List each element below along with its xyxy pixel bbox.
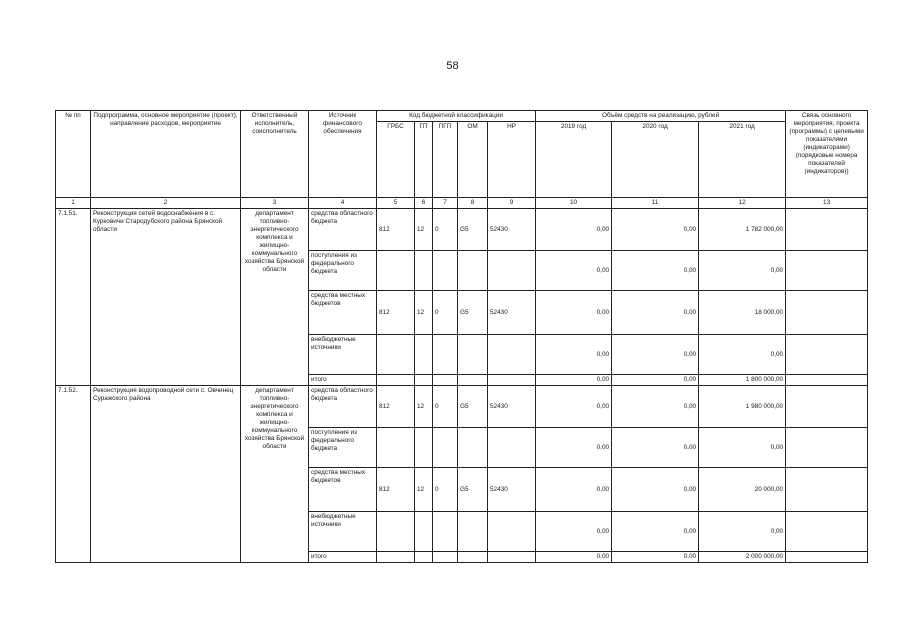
header-code-pgp: ПГП (433, 122, 458, 198)
amount-2021: 0,00 (699, 512, 786, 552)
activity-name: Реконструкция сетей водоснабжения в с. Курковичи Стародубского района Брянской области (91, 209, 241, 386)
header-year-2020: 2020 год (612, 122, 699, 198)
code-grbs (377, 512, 415, 552)
code-gp (415, 251, 433, 291)
responsible-executor: департамент топливно-энергетического комплекса и жилищно-коммунального хозяйства Брянской области (241, 209, 309, 386)
code-nr: 52430 (488, 291, 536, 335)
funding-source: поступления из федерального бюджета (309, 428, 377, 468)
code-grbs: 812 (377, 468, 415, 512)
header-code-grbs: ГРБС (377, 122, 415, 198)
column-number: 4 (309, 198, 377, 209)
code-nr (488, 512, 536, 552)
code-om (458, 428, 488, 468)
total-2021: 1 800 000,00 (699, 375, 786, 386)
table-row (56, 209, 868, 251)
code-grbs (377, 552, 415, 563)
amount-2019: 0,00 (536, 209, 612, 251)
code-pgp (433, 335, 458, 375)
column-number: 10 (536, 198, 612, 209)
code-pgp: 0 (433, 386, 458, 428)
amount-2020: 0,00 (612, 512, 699, 552)
indicator-link (786, 251, 868, 291)
amount-2020: 0,00 (612, 428, 699, 468)
code-nr (488, 251, 536, 291)
budget-table (55, 110, 868, 563)
funding-source: средства местных бюджетов (309, 468, 377, 512)
header-link: Связь основного мероприятия, проекта (программы) с целевыми показателями (индикаторами) (порядковые номера показателей (индикаторов)) (786, 111, 868, 198)
indicator-link (786, 375, 868, 386)
amount-2019: 0,00 (536, 386, 612, 428)
column-number: 9 (488, 198, 536, 209)
total-2019: 0,00 (536, 375, 612, 386)
code-om (458, 375, 488, 386)
indicator-link (786, 386, 868, 428)
funding-source: средства местных бюджетов (309, 291, 377, 335)
amount-2019: 0,00 (536, 291, 612, 335)
code-grbs: 812 (377, 291, 415, 335)
code-gp: 12 (415, 386, 433, 428)
column-number: 5 (377, 198, 415, 209)
code-om: G5 (458, 386, 488, 428)
code-pgp (433, 552, 458, 563)
code-gp (415, 375, 433, 386)
amount-2019: 0,00 (536, 468, 612, 512)
amount-2020: 0,00 (612, 209, 699, 251)
column-number: 8 (458, 198, 488, 209)
indicator-link (786, 552, 868, 563)
amount-2020: 0,00 (612, 468, 699, 512)
amount-2020: 0,00 (612, 251, 699, 291)
code-nr (488, 335, 536, 375)
indicator-link (786, 291, 868, 335)
total-2021: 2 000 000,00 (699, 552, 786, 563)
amount-2021: 20 000,00 (699, 468, 786, 512)
code-pgp: 0 (433, 209, 458, 251)
header-subprogram: Подпрограмма, основное мероприятие (проект), направление расходов, мероприятие (91, 111, 241, 198)
amount-2020: 0,00 (612, 386, 699, 428)
funding-source: поступления из федерального бюджета (309, 251, 377, 291)
code-nr: 52430 (488, 386, 536, 428)
row-number: 7.1.52. (56, 386, 91, 563)
code-pgp: 0 (433, 291, 458, 335)
code-grbs: 812 (377, 209, 415, 251)
total-2020: 0,00 (612, 552, 699, 563)
column-number: 3 (241, 198, 309, 209)
amount-2021: 1 980 000,00 (699, 386, 786, 428)
code-grbs (377, 375, 415, 386)
code-om (458, 335, 488, 375)
amount-2019: 0,00 (536, 335, 612, 375)
code-om (458, 512, 488, 552)
total-2020: 0,00 (612, 375, 699, 386)
code-pgp (433, 251, 458, 291)
code-pgp (433, 428, 458, 468)
column-numbers-row (56, 198, 868, 209)
page-number: 58 (446, 60, 459, 72)
amount-2020: 0,00 (612, 291, 699, 335)
funding-source: внебюджетные источники (309, 512, 377, 552)
code-nr (488, 552, 536, 563)
column-number: 12 (699, 198, 786, 209)
column-number: 7 (433, 198, 458, 209)
code-gp: 12 (415, 291, 433, 335)
header-code-nr: НР (488, 122, 536, 198)
column-number: 11 (612, 198, 699, 209)
header-code-om: ОМ (458, 122, 488, 198)
amount-2021: 18 000,00 (699, 291, 786, 335)
code-pgp: 0 (433, 468, 458, 512)
code-gp: 12 (415, 209, 433, 251)
header-executor: Ответственный исполнитель, соисполнитель (241, 111, 309, 198)
amount-2021: 0,00 (699, 428, 786, 468)
header-code-gp: ГП (415, 122, 433, 198)
column-number: 2 (91, 198, 241, 209)
header-volume: Объём средств на реализацию, рублей (536, 111, 786, 122)
code-gp (415, 512, 433, 552)
amount-2019: 0,00 (536, 428, 612, 468)
responsible-executor: департамент топливно-энергетического комплекса и жилищно-коммунального хозяйства Брянской области (241, 386, 309, 563)
header-budget-code: Код бюджетной классификации (377, 111, 536, 122)
code-om: G5 (458, 291, 488, 335)
code-om (458, 552, 488, 563)
header-year-2021: 2021 год (699, 122, 786, 198)
header-source: Источник финансового обеспечения (309, 111, 377, 198)
row-number: 7.1.51. (56, 209, 91, 386)
total-label: итого (309, 375, 377, 386)
code-nr (488, 428, 536, 468)
funding-source: средства областного бюджета (309, 386, 377, 428)
table-row (56, 386, 868, 428)
code-gp (415, 428, 433, 468)
indicator-link (786, 428, 868, 468)
code-gp (415, 552, 433, 563)
column-number: 1 (56, 198, 91, 209)
amount-2020: 0,00 (612, 335, 699, 375)
code-om: G5 (458, 209, 488, 251)
indicator-link (786, 468, 868, 512)
total-2019: 0,00 (536, 552, 612, 563)
amount-2021: 1 782 000,00 (699, 209, 786, 251)
indicator-link (786, 512, 868, 552)
header-num: № пп (56, 111, 91, 198)
funding-source: внебюджетные источники (309, 335, 377, 375)
code-grbs (377, 428, 415, 468)
column-number: 13 (786, 198, 868, 209)
code-gp (415, 335, 433, 375)
amount-2021: 0,00 (699, 335, 786, 375)
code-nr: 52430 (488, 209, 536, 251)
amount-2019: 0,00 (536, 512, 612, 552)
code-gp: 12 (415, 468, 433, 512)
activity-name: Реконструкция водопроводной сети с. Овчинец Суражского района (91, 386, 241, 563)
code-nr: 52430 (488, 468, 536, 512)
code-om: G5 (458, 468, 488, 512)
table-body (56, 209, 868, 563)
amount-2019: 0,00 (536, 251, 612, 291)
code-grbs: 812 (377, 386, 415, 428)
code-om (458, 251, 488, 291)
funding-source: средства областного бюджета (309, 209, 377, 251)
amount-2021: 0,00 (699, 251, 786, 291)
indicator-link (786, 335, 868, 375)
code-nr (488, 375, 536, 386)
total-label: итого (309, 552, 377, 563)
indicator-link (786, 209, 868, 251)
header-year-2019: 2019 год (536, 122, 612, 198)
code-pgp (433, 375, 458, 386)
column-number: 6 (415, 198, 433, 209)
code-grbs (377, 335, 415, 375)
code-pgp (433, 512, 458, 552)
code-grbs (377, 251, 415, 291)
